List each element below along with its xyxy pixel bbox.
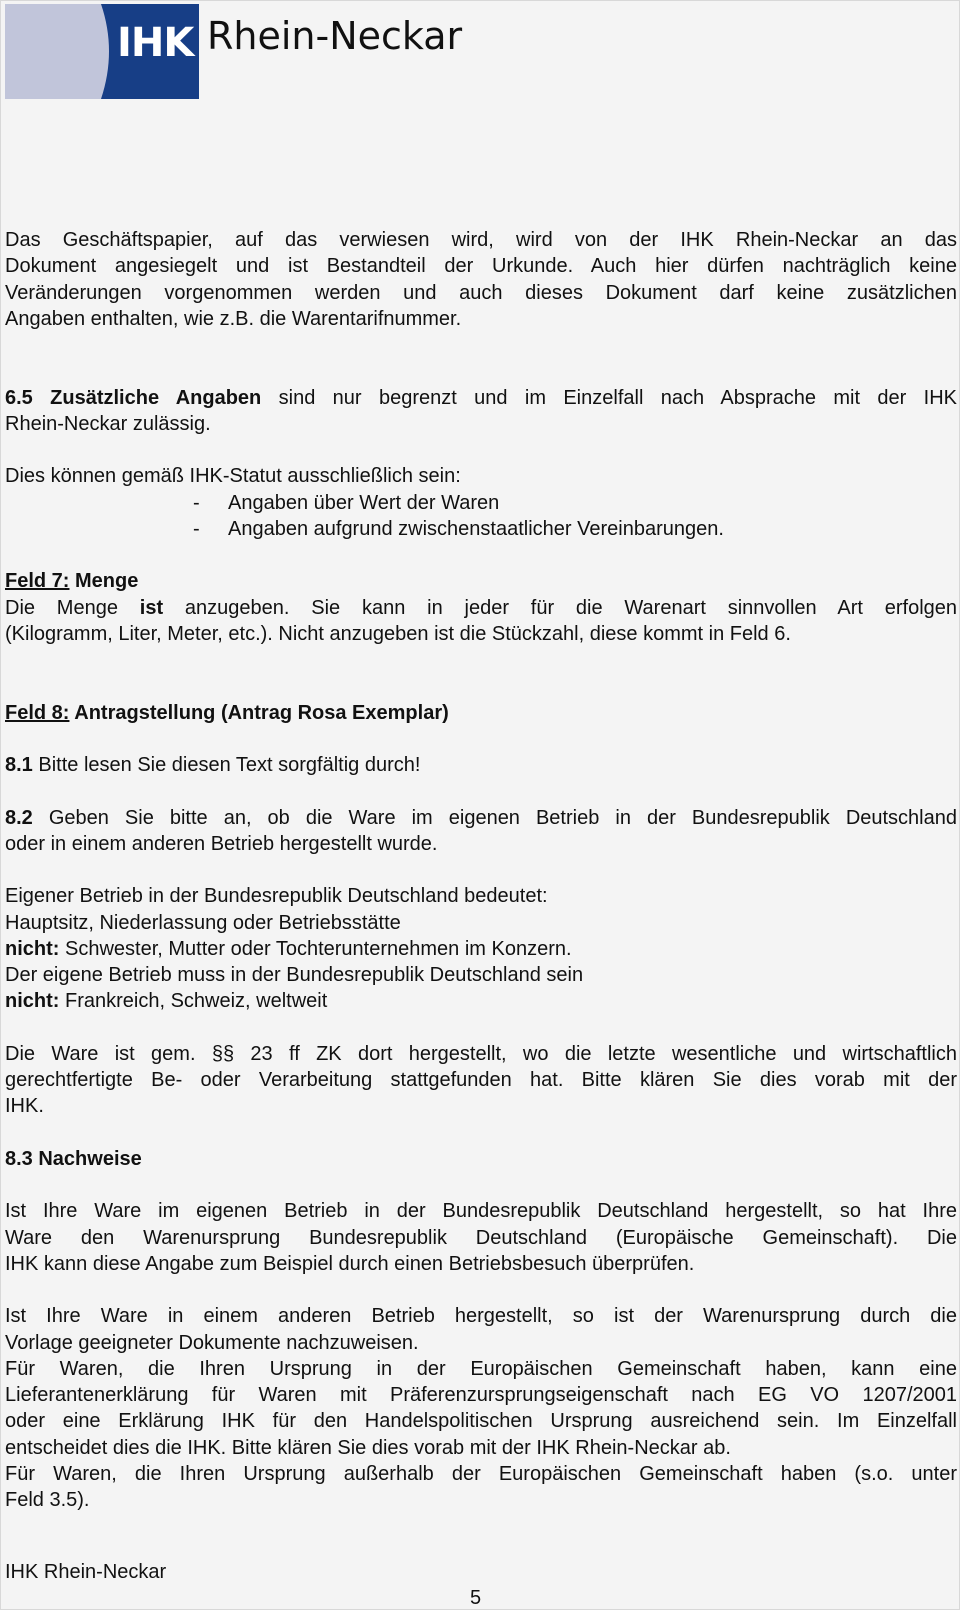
text-segment: Vorlage geeigneter Dokumente nachzuweisen. — [5, 1331, 419, 1354]
text-line — [5, 1408, 957, 1434]
text-line — [5, 227, 957, 253]
text-segment: Frankreich, Schweiz, weltweit — [59, 990, 328, 1013]
text-segment: gerechtfertigte Be- oder Verarbeitung stattgefunden hat. Bitte klären Sie dies vorab mit der — [5, 1069, 957, 1091]
text-line — [5, 280, 957, 306]
blank-line — [5, 358, 957, 384]
text-line — [5, 306, 957, 332]
text-line — [5, 1198, 957, 1224]
text-segment: IHK kann diese Angabe zum Beispiel durch einen Betriebsbesuch überprüfen. — [5, 1252, 695, 1275]
text-segment: Dokument angesiegelt und ist Bestandteil der Urkunde. Auch hier dürfen nachträglich keine — [5, 255, 957, 278]
bold-text: Antragstellung (Antrag Rosa Exemplar) — [69, 701, 449, 724]
bold-text: ist — [139, 596, 164, 619]
text-line — [5, 1251, 957, 1277]
text-segment: (Kilogramm, Liter, Meter, etc.). Nicht anzugeben ist die Stückzahl, diese kommt in Feld 6. — [5, 622, 791, 645]
list-bullet: - — [193, 517, 200, 540]
text-segment: IHK. — [5, 1095, 44, 1118]
text-segment: Ware den Warenursprung Bundesrepublik Deutschland (Europäische Gemeinschaft). Die — [5, 1226, 957, 1249]
text-segment: Bitte lesen Sie diesen Text sorgfältig durch! — [32, 754, 421, 776]
text-line — [5, 253, 957, 279]
ihk-logo — [5, 4, 199, 99]
text-line — [5, 411, 957, 437]
text-segment: Dies können gemäß IHK-Statut ausschließlich sein: — [5, 465, 461, 488]
blank-line — [5, 1015, 957, 1041]
text-segment: entscheidet dies die IHK. Bitte klären Sie dies vorab mit der IHK Rhein-Neckar ab. — [5, 1436, 731, 1459]
text-segment: Angaben aufgrund zwischenstaatlicher Vereinbarungen. — [228, 517, 724, 540]
text-line — [5, 1356, 957, 1382]
bold-text: Menge — [69, 570, 139, 593]
text-segment: Feld 3.5). — [5, 1489, 90, 1511]
blank-line — [5, 673, 957, 699]
text-segment: Angaben enthalten, wie z.B. die Warentarifnummer. — [5, 307, 462, 330]
text-segment: Das Geschäftspapier, auf das verwiesen wird, wird von der IHK Rhein-Neckar an das — [5, 229, 957, 251]
blank-line — [5, 726, 957, 752]
blank-line — [5, 437, 957, 463]
list-item — [5, 516, 957, 542]
blank-line — [5, 332, 957, 358]
text-line — [5, 883, 957, 909]
list-bullet: - — [193, 491, 200, 514]
text-line — [5, 595, 957, 621]
blank-line — [5, 778, 957, 804]
text-segment: oder in einem anderen Betrieb hergestellt wurde. — [5, 832, 438, 855]
text-segment: Ist Ihre Ware in einem anderen Betrieb hergestellt, so ist der Warenursprung durch die — [5, 1305, 957, 1328]
text-line — [5, 700, 957, 726]
bold-text: nicht: — [5, 990, 60, 1013]
text-line — [5, 463, 957, 489]
list-item — [5, 490, 957, 516]
text-segment: oder eine Erklärung IHK für den Handelspolitischen Ursprung ausreichend sein. Im Einzelfall — [5, 1410, 957, 1433]
text-segment: sind nur begrenzt und im Einzelfall nach Absprache mit der IHK — [261, 386, 957, 409]
text-line — [5, 752, 957, 778]
bold-text: 6.5 Zusätzliche Angaben — [5, 386, 262, 409]
text-line — [5, 1461, 957, 1487]
text-line — [5, 568, 957, 594]
text-line — [5, 385, 957, 411]
text-segment: Für Waren, die Ihren Ursprung außerhalb der Europäischen Gemeinschaft haben (s.o. unter — [5, 1462, 957, 1485]
blank-line — [5, 857, 957, 883]
text-line — [5, 1330, 957, 1356]
text-segment: Angaben über Wert der Waren — [228, 491, 500, 514]
text-segment: Für Waren, die Ihren Ursprung in der Europäischen Gemeinschaft haben, kann eine — [5, 1357, 957, 1380]
text-line — [5, 1303, 957, 1329]
text-segment: Veränderungen vorgenommen werden und auch dieses Dokument darf keine zusätzlichen — [5, 281, 957, 304]
text-line — [5, 988, 957, 1014]
blank-line — [5, 647, 957, 673]
text-line — [5, 1041, 957, 1067]
text-segment: Geben Sie bitte an, ob die Ware im eigenen Betrieb in der Bundesrepublik Deutschland — [32, 806, 957, 829]
text-line — [5, 831, 957, 857]
text-line — [5, 1487, 957, 1513]
bold-text: nicht: — [5, 937, 60, 960]
page-number: 5 — [470, 1587, 482, 1609]
bold-text: 8.2 — [5, 806, 33, 829]
text-segment: Schwester, Mutter oder Tochterunternehmen im Konzern. — [59, 937, 572, 960]
bold-text: 8.1 — [5, 754, 33, 776]
text-line — [5, 1382, 957, 1408]
text-line — [5, 962, 957, 988]
text-line — [5, 1225, 957, 1251]
text-line — [5, 621, 957, 647]
text-line — [5, 1435, 957, 1461]
text-segment: Rhein-Neckar zulässig. — [5, 412, 211, 435]
logo-text: Rhein-Neckar — [207, 14, 463, 58]
text-line — [5, 1093, 957, 1119]
footer-org: IHK Rhein-Neckar — [5, 1561, 167, 1583]
text-segment: Die Menge — [5, 596, 140, 619]
bold-text: 8.3 Nachweise — [5, 1147, 142, 1170]
text-line — [5, 1067, 957, 1093]
text-line — [5, 1146, 957, 1172]
blank-line — [5, 1172, 957, 1198]
text-segment: anzugeben. Sie kann in jeder für die Warenart sinnvollen Art erfolgen — [163, 596, 957, 619]
blank-line — [5, 1120, 957, 1146]
text-segment: Ist Ihre Ware im eigenen Betrieb in der Bundesrepublik Deutschland hergestellt, so hat Ihre — [5, 1200, 957, 1223]
text-segment: Die Ware ist gem. §§ 23 ff ZK dort hergestellt, wo die letzte wesentliche und wirtschaftlich — [5, 1042, 957, 1065]
document-body — [5, 227, 957, 1513]
text-segment: Hauptsitz, Niederlassung oder Betriebsstätte — [5, 911, 401, 934]
blank-line — [5, 542, 957, 568]
text-segment: Der eigene Betrieb muss in der Bundesrepublik Deutschland sein — [5, 964, 584, 986]
blank-line — [5, 1277, 957, 1303]
text-line — [5, 910, 957, 936]
section-heading: Feld 7: — [5, 570, 70, 593]
text-line — [5, 936, 957, 962]
text-segment: Lieferantenerklärung für Waren mit Präferenzursprungseigenschaft nach EG VO 1207/2001 — [5, 1384, 957, 1406]
logo-mark: IHK — [117, 20, 194, 66]
text-line — [5, 805, 957, 831]
text-segment: Eigener Betrieb in der Bundesrepublik Deutschland bedeutet: — [5, 885, 548, 908]
section-heading: Feld 8: — [5, 701, 70, 724]
